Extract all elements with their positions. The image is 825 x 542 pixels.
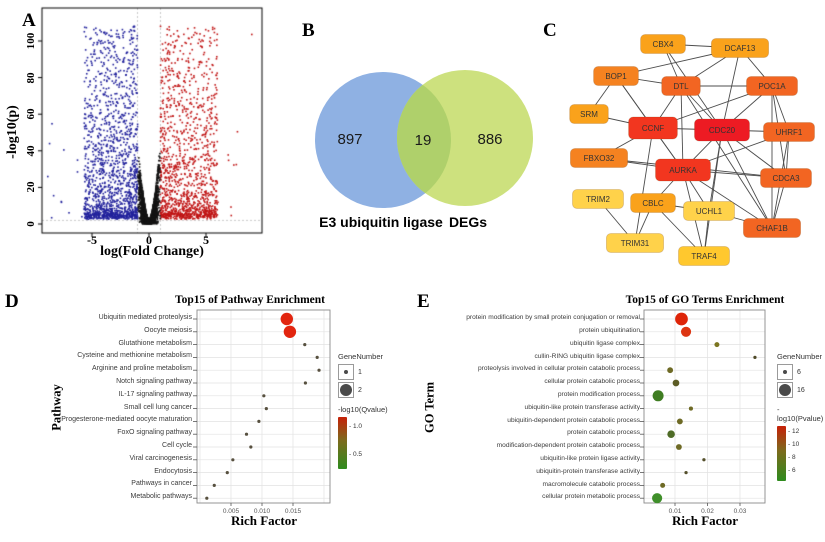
category-label: modification-dependent protein catabolic process (496, 442, 640, 450)
category-label: cullin-RING ubiquitin ligase complex (534, 352, 640, 360)
volcano-x-axis-title: log(Fold Change) (100, 244, 204, 259)
category-label: Metabolic pathways (130, 493, 192, 501)
x-tick-label-0.005: 0.005 (222, 508, 240, 514)
category-label: ubiquitin-protein transferase activity (536, 467, 640, 475)
dot-arginine-and-proline-metabolism (317, 369, 320, 372)
network-node-label-CCNF: CCNF (641, 123, 665, 133)
plot-border (197, 310, 330, 503)
network-node-label-FBXO32: FBXO32 (583, 153, 615, 163)
network-node-label-DTL: DTL (673, 81, 689, 91)
category-label: Notch signaling pathway (116, 377, 192, 385)
network-node-label-AURKA: AURKA (669, 165, 697, 175)
dot-ubiquitin-like-protein-ligase-activity (702, 458, 705, 461)
category-label: Ubiquitin mediated proteolysis (98, 313, 192, 321)
x-tick-label-0.010: 0.010 (253, 508, 271, 514)
panel-e-label: E (417, 291, 430, 312)
network-node-label-CDC20: CDC20 (708, 125, 736, 135)
goterm-dot-plot (637, 308, 773, 514)
category-label: protein catabolic process (567, 429, 640, 437)
category-label: Pathways in cancer (131, 480, 192, 488)
network-node-label-CBX4: CBX4 (652, 39, 674, 49)
size-swatch-dot (344, 370, 348, 374)
category-label: Small cell lung cancer (123, 403, 192, 411)
dot-cysteine-and-methionine-metabolism (316, 356, 319, 359)
size-legend-value: 6 (797, 368, 801, 376)
color-gradient-bar (777, 426, 786, 481)
color-legend-bar-wrap (777, 426, 825, 481)
category-label: macromolecule catabolic process (542, 480, 640, 488)
color-legend-title: -log10(Pvalue) (777, 405, 824, 423)
goterm-x-axis-title: Rich Factor (671, 513, 739, 528)
network-node-label-CBLC: CBLC (642, 198, 664, 208)
volcano-y-axis-title: -log10(p) (5, 105, 20, 159)
color-legend-tick: - 6 (788, 467, 796, 474)
color-legend-tick: - 12 (788, 428, 800, 435)
ppi-network (540, 15, 825, 292)
category-label: Cysteine and methionine metabolism (77, 352, 192, 360)
category-label: ubiquitin-dependent protein catabolic process (507, 416, 640, 424)
plot-border (644, 310, 765, 503)
venn-count-overlap: 19 (414, 132, 432, 149)
x-tick-label-0.03: 0.03 (733, 508, 747, 514)
color-gradient-bar (338, 417, 347, 469)
dot-small-cell-lung-cancer (265, 407, 268, 410)
pathway-dot-plot (189, 308, 339, 514)
color-legend-tick: - 10 (788, 441, 800, 448)
category-label: protein modification by small protein conjugation or removal (466, 314, 640, 322)
category-label: cellular protein metabolic process (542, 493, 640, 501)
size-legend-entry (777, 364, 825, 380)
color-legend-bar-wrap (338, 417, 418, 469)
dot-endocytosis (226, 471, 229, 474)
dot-glutathione-metabolism (303, 343, 306, 346)
panel-d-label: D (5, 291, 19, 312)
goterm-legend (777, 352, 825, 481)
dot-ubiquitin-dependent-protein-catabolic-process (677, 418, 683, 424)
dot-foxo-signaling-pathway (245, 433, 248, 436)
dot-progesterone-mediated-oocyte-maturation (257, 420, 260, 423)
color-legend-title: -log10(Qvalue) (338, 405, 388, 414)
size-legend-title: GeneNumber (777, 352, 823, 361)
dot-ubiquitin-like-protein-transferase-activity (689, 407, 693, 411)
network-node-label-CHAF1B: CHAF1B (756, 223, 788, 233)
venn-set-label-degs: DEGs (448, 214, 488, 230)
volcano-x-tick-5: 5 (203, 233, 209, 247)
color-legend-tick: - 1.0 (349, 423, 363, 430)
category-label: ubiquitin-like protein transferase activity (524, 403, 640, 411)
dot-il-17-signaling-pathway (262, 394, 265, 397)
network-node-label-TRIM2: TRIM2 (586, 194, 610, 204)
x-tick-label-0.02: 0.02 (701, 508, 714, 514)
volcano-x-tick--5: -5 (87, 233, 97, 247)
volcano-y-tick-40: 40 (25, 145, 37, 157)
size-legend-entry (777, 382, 825, 398)
dot-protein-catabolic-process (667, 430, 675, 438)
volcano-y-tick-20: 20 (25, 181, 37, 193)
category-label: IL-17 signaling pathway (118, 390, 192, 398)
x-tick-label-0.01: 0.01 (668, 508, 682, 514)
category-label: protein modification process (557, 391, 640, 399)
pathway-x-axis-title: Rich Factor (230, 513, 298, 528)
dot-pathways-in-cancer (213, 484, 216, 487)
dot-ubiquitin-mediated-proteolysis (281, 313, 293, 325)
network-edge-DCAF13-CDC20 (722, 48, 740, 130)
size-swatch-dot (779, 384, 791, 396)
size-swatch-dot (783, 370, 787, 374)
category-label: ubiquitin ligase complex (569, 339, 640, 347)
venn-count-right: 886 (477, 131, 503, 148)
size-legend-value: 16 (797, 386, 805, 394)
dot-modification-dependent-protein-catabolic-process (676, 444, 682, 450)
venn-set-label-e3-ligase: E3 ubiquitin ligase (319, 214, 443, 230)
pathway-y-axis-title: Pathway (49, 384, 64, 431)
network-node-label-UCHL1: UCHL1 (695, 206, 723, 216)
dot-protein-modification-process (653, 390, 664, 401)
network-node-label-UHRF1: UHRF1 (775, 127, 803, 137)
size-legend-value: 1 (358, 368, 362, 376)
volcano-x-tick-0: 0 (146, 233, 152, 247)
pathway-legend (338, 352, 418, 469)
size-legend-value: 2 (358, 386, 362, 394)
dot-notch-signaling-pathway (304, 381, 307, 384)
category-label: Endocytosis (154, 467, 192, 475)
size-swatch-box (338, 364, 354, 380)
dot-cellular-protein-metabolic-process (652, 493, 662, 503)
dot-macromolecule-catabolic-process (660, 483, 665, 488)
category-label: Arginine and proline metabolism (92, 365, 192, 373)
category-label: Viral carcinogenesis (129, 454, 192, 462)
size-legend-entry (338, 364, 418, 380)
network-edge-CCNF-TRIM31 (635, 128, 653, 243)
panel-b-label: B (302, 20, 315, 41)
category-label: cellular protein catabolic process (544, 378, 640, 386)
category-label: proteolysis involved in cellular protein catabolic process (478, 365, 640, 373)
network-edge-DTL-AURKA (681, 86, 683, 170)
network-edge-CDC20-TRAF4 (704, 130, 722, 256)
category-label: Progesterone-mediated oocyte maturation (61, 416, 192, 424)
dot-ubiquitin-protein-transferase-activity (684, 471, 687, 474)
goterm-chart-title: Top15 of GO Terms Enrichment (625, 294, 785, 306)
size-swatch-box (777, 382, 793, 398)
network-node-label-SRM: SRM (580, 109, 598, 119)
x-tick-label-0.015: 0.015 (284, 508, 302, 514)
size-swatch-dot (340, 384, 352, 396)
category-label: FoxO signaling pathway (117, 429, 192, 437)
color-legend-tick: - 0.5 (349, 451, 363, 458)
network-node-label-DCAF13: DCAF13 (724, 43, 756, 53)
dot-cellular-protein-catabolic-process (673, 380, 680, 387)
volcano-y-tick-80: 80 (25, 72, 37, 84)
venn-diagram (305, 38, 540, 238)
size-swatch-box (338, 382, 354, 398)
dot-viral-carcinogenesis (231, 458, 234, 461)
category-label: ubiquitin-like protein ligase activity (540, 455, 640, 463)
dot-protein-ubiquitination (681, 327, 691, 337)
dot-cell-cycle (249, 445, 252, 448)
volcano-y-tick-0: 0 (25, 221, 37, 227)
dot-proteolysis-involved-in-cellular-protein-catabolic-process (667, 367, 673, 373)
dot-protein-modification-by-small-protein-conjugation-or-removal (675, 313, 688, 326)
network-node-label-CDCA3: CDCA3 (772, 173, 800, 183)
size-legend-title: GeneNumber (338, 352, 384, 361)
network-node-label-BOP1: BOP1 (605, 71, 627, 81)
dot-oocyte-meiosis (284, 326, 296, 338)
category-label: protein ubiquitination (579, 327, 640, 335)
volcano-y-tick-100: 100 (25, 32, 37, 50)
category-label: Cell cycle (162, 441, 192, 449)
venn-count-left: 897 (337, 131, 363, 148)
color-legend-tick: - 8 (788, 454, 796, 461)
dot-cullin-ring-ubiquitin-ligase-complex (753, 356, 756, 359)
network-node-label-TRAF4: TRAF4 (691, 251, 717, 261)
size-legend-entry (338, 382, 418, 398)
network-node-label-TRIM31: TRIM31 (620, 238, 650, 248)
dot-metabolic-pathways (205, 497, 208, 500)
network-node-label-POC1A: POC1A (758, 81, 786, 91)
goterm-y-axis-title: GO Term (422, 381, 437, 434)
volcano-plot (5, 5, 270, 240)
category-label: Glutathione metabolism (118, 339, 192, 347)
panel-c-label: C (543, 20, 557, 41)
size-swatch-box (777, 364, 793, 380)
dot-ubiquitin-ligase-complex (714, 342, 719, 347)
volcano-y-tick-60: 60 (25, 108, 37, 120)
category-label: Oocyte meiosis (144, 326, 192, 334)
pathway-chart-title: Top15 of Pathway Enrichment (174, 294, 326, 306)
